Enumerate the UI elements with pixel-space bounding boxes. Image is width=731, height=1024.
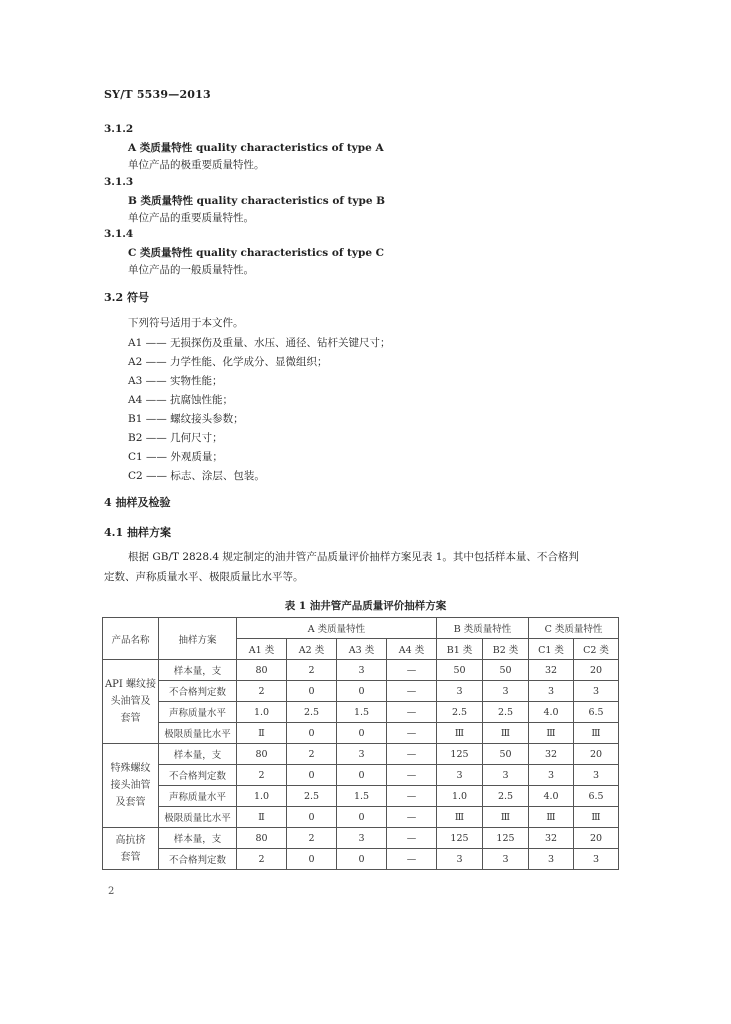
- symbol-item: A3 —— 实物性能；: [128, 375, 223, 387]
- product-name-line: 接头油管: [110, 780, 151, 791]
- value-cell: 3: [574, 849, 619, 870]
- table-row: [103, 681, 619, 702]
- value-cell: 80: [237, 660, 287, 681]
- clause-term: B 类质量特性 quality characteristics of type B: [128, 195, 386, 207]
- value-cell: 2.5: [437, 702, 483, 723]
- value-cell: Ⅲ: [437, 723, 483, 744]
- value-cell: 0: [337, 723, 387, 744]
- value-cell: 3: [483, 765, 529, 786]
- page-number: 2: [108, 886, 115, 897]
- value-cell: 0: [287, 765, 337, 786]
- value-cell: 2: [237, 849, 287, 870]
- table-row: [103, 702, 619, 723]
- section-heading-3-2: 3.2 符号: [104, 291, 149, 304]
- symbol-item: B1 —— 螺纹接头参数；: [128, 413, 244, 425]
- product-name-cell: [103, 660, 159, 744]
- clause-number: 3.1.2: [104, 123, 134, 135]
- value-cell: 0: [287, 849, 337, 870]
- value-cell: —: [387, 723, 437, 744]
- header-type-b: B 类质量特性: [437, 618, 529, 639]
- scheme-label-cell: 声称质量水平: [159, 702, 237, 723]
- table-row: [103, 660, 619, 681]
- value-cell: 50: [437, 660, 483, 681]
- table-row: [103, 786, 619, 807]
- symbol-item: A2 —— 力学性能、化学成分、显微组织；: [128, 356, 328, 368]
- value-cell: 3: [337, 744, 387, 765]
- header-scheme: 抽样方案: [159, 618, 237, 660]
- value-cell: 125: [437, 744, 483, 765]
- value-cell: 1.0: [237, 786, 287, 807]
- subheader-cell: A3 类: [337, 639, 387, 660]
- table-header-row: [103, 618, 619, 639]
- value-cell: —: [387, 660, 437, 681]
- value-cell: 125: [483, 828, 529, 849]
- value-cell: 32: [529, 660, 574, 681]
- subheader-cell: B1 类: [437, 639, 483, 660]
- value-cell: 1.0: [437, 786, 483, 807]
- table-row: [103, 723, 619, 744]
- clause-term: A 类质量特性 quality characteristics of type A: [128, 142, 384, 154]
- header-type-c: C 类质量特性: [529, 618, 619, 639]
- table-row: [103, 807, 619, 828]
- value-cell: 0: [337, 765, 387, 786]
- product-name-cell: [103, 744, 159, 828]
- value-cell: 3: [529, 681, 574, 702]
- value-cell: 2: [287, 660, 337, 681]
- value-cell: 3: [337, 660, 387, 681]
- value-cell: 3: [483, 849, 529, 870]
- value-cell: Ⅲ: [529, 723, 574, 744]
- sampling-table: [102, 617, 619, 870]
- value-cell: 50: [483, 744, 529, 765]
- product-name-line: API 螺纹接: [104, 679, 157, 690]
- symbol-item: A4 —— 抗腐蚀性能；: [128, 394, 233, 406]
- clause-number: 3.1.4: [104, 228, 134, 240]
- value-cell: 3: [437, 765, 483, 786]
- value-cell: Ⅲ: [529, 807, 574, 828]
- value-cell: 3: [574, 765, 619, 786]
- symbols-intro: 下列符号适用于本文件。: [128, 317, 244, 329]
- value-cell: 2.5: [287, 702, 337, 723]
- value-cell: 2: [237, 765, 287, 786]
- value-cell: —: [387, 744, 437, 765]
- value-cell: —: [387, 849, 437, 870]
- value-cell: 32: [529, 744, 574, 765]
- scheme-label-cell: 不合格判定数: [159, 765, 237, 786]
- scheme-label-cell: 极限质量比水平: [159, 807, 237, 828]
- value-cell: 3: [337, 828, 387, 849]
- value-cell: 4.0: [529, 786, 574, 807]
- value-cell: 4.0: [529, 702, 574, 723]
- value-cell: 3: [437, 681, 483, 702]
- value-cell: Ⅱ: [237, 807, 287, 828]
- value-cell: 20: [574, 660, 619, 681]
- value-cell: —: [387, 807, 437, 828]
- value-cell: 0: [287, 807, 337, 828]
- value-cell: 2.5: [287, 786, 337, 807]
- product-name-line: 头油管及: [110, 696, 151, 707]
- value-cell: Ⅲ: [574, 807, 619, 828]
- symbol-item: B2 —— 几何尺寸；: [128, 432, 223, 444]
- product-name-cell: [103, 828, 159, 870]
- product-name-line: 高抗挤: [115, 834, 146, 846]
- subheader-cell: A4 类: [387, 639, 437, 660]
- scheme-label-cell: 不合格判定数: [159, 681, 237, 702]
- value-cell: 32: [529, 828, 574, 849]
- value-cell: 6.5: [574, 702, 619, 723]
- value-cell: Ⅱ: [237, 723, 287, 744]
- value-cell: 1.5: [337, 786, 387, 807]
- product-name-line: 特殊螺纹: [110, 763, 151, 774]
- value-cell: 20: [574, 744, 619, 765]
- value-cell: —: [387, 765, 437, 786]
- section-heading-4-1: 4.1 抽样方案: [104, 526, 171, 539]
- table-row: [103, 849, 619, 870]
- scheme-label-cell: 不合格判定数: [159, 849, 237, 870]
- value-cell: 0: [287, 723, 337, 744]
- table-row: [103, 744, 619, 765]
- value-cell: —: [387, 786, 437, 807]
- clause-number: 3.1.3: [104, 176, 134, 188]
- value-cell: —: [387, 681, 437, 702]
- value-cell: 3: [529, 849, 574, 870]
- subheader-cell: B2 类: [483, 639, 529, 660]
- table-row: [103, 765, 619, 786]
- value-cell: 80: [237, 744, 287, 765]
- header-type-a: A 类质量特性: [237, 618, 437, 639]
- subheader-cell: A1 类: [237, 639, 287, 660]
- document-header: SY/T 5539—2013: [104, 88, 211, 101]
- symbol-item: C2 —— 标志、涂层、包装。: [128, 470, 265, 482]
- value-cell: 6.5: [574, 786, 619, 807]
- value-cell: Ⅲ: [483, 807, 529, 828]
- scheme-label-cell: 声称质量水平: [159, 786, 237, 807]
- value-cell: 3: [574, 681, 619, 702]
- clause-term: C 类质量特性 quality characteristics of type C: [128, 247, 385, 259]
- clause-definition: 单位产品的重要质量特性。: [128, 212, 254, 224]
- value-cell: 50: [483, 660, 529, 681]
- value-cell: 125: [437, 828, 483, 849]
- paragraph-line: 根据 GB/T 2828.4 规定制定的油井管产品质量评价抽样方案见表 1。其中包括样本量、不合格判: [128, 551, 579, 563]
- subheader-cell: A2 类: [287, 639, 337, 660]
- value-cell: 2.5: [483, 786, 529, 807]
- header-product: 产品名称: [103, 618, 159, 660]
- symbol-item: C1 —— 外观质量；: [128, 451, 223, 463]
- value-cell: 0: [337, 681, 387, 702]
- value-cell: Ⅲ: [574, 723, 619, 744]
- scheme-label-cell: 样本量，支: [159, 744, 237, 765]
- scheme-label-cell: 极限质量比水平: [159, 723, 237, 744]
- value-cell: —: [387, 828, 437, 849]
- value-cell: 0: [287, 681, 337, 702]
- paragraph-line: 定数、声称质量水平、极限质量比水平等。: [104, 571, 304, 583]
- value-cell: 2.5: [483, 702, 529, 723]
- product-name-line: 及套管: [115, 797, 146, 808]
- value-cell: —: [387, 702, 437, 723]
- value-cell: 1.0: [237, 702, 287, 723]
- subheader-cell: C1 类: [529, 639, 574, 660]
- value-cell: 0: [337, 807, 387, 828]
- value-cell: 2: [237, 681, 287, 702]
- scheme-label-cell: 样本量，支: [159, 828, 237, 849]
- table-row: [103, 828, 619, 849]
- value-cell: 2: [287, 828, 337, 849]
- product-name-line: 套管: [120, 713, 141, 724]
- value-cell: 20: [574, 828, 619, 849]
- value-cell: 3: [483, 681, 529, 702]
- value-cell: 2: [287, 744, 337, 765]
- scheme-label-cell: 样本量，支: [159, 660, 237, 681]
- product-name-line: 套管: [120, 851, 141, 863]
- symbol-item: A1 —— 无损探伤及重量、水压、通径、钻杆关键尺寸；: [128, 337, 391, 349]
- table-caption: 表 1 油井管产品质量评价抽样方案: [284, 600, 447, 612]
- value-cell: 3: [529, 765, 574, 786]
- clause-definition: 单位产品的一般质量特性。: [128, 264, 254, 276]
- section-heading-4: 4 抽样及检验: [104, 496, 171, 509]
- value-cell: Ⅲ: [483, 723, 529, 744]
- value-cell: 80: [237, 828, 287, 849]
- clause-definition: 单位产品的极重要质量特性。: [128, 159, 265, 171]
- value-cell: 3: [437, 849, 483, 870]
- value-cell: Ⅲ: [437, 807, 483, 828]
- subheader-cell: C2 类: [574, 639, 619, 660]
- value-cell: 1.5: [337, 702, 387, 723]
- value-cell: 0: [337, 849, 387, 870]
